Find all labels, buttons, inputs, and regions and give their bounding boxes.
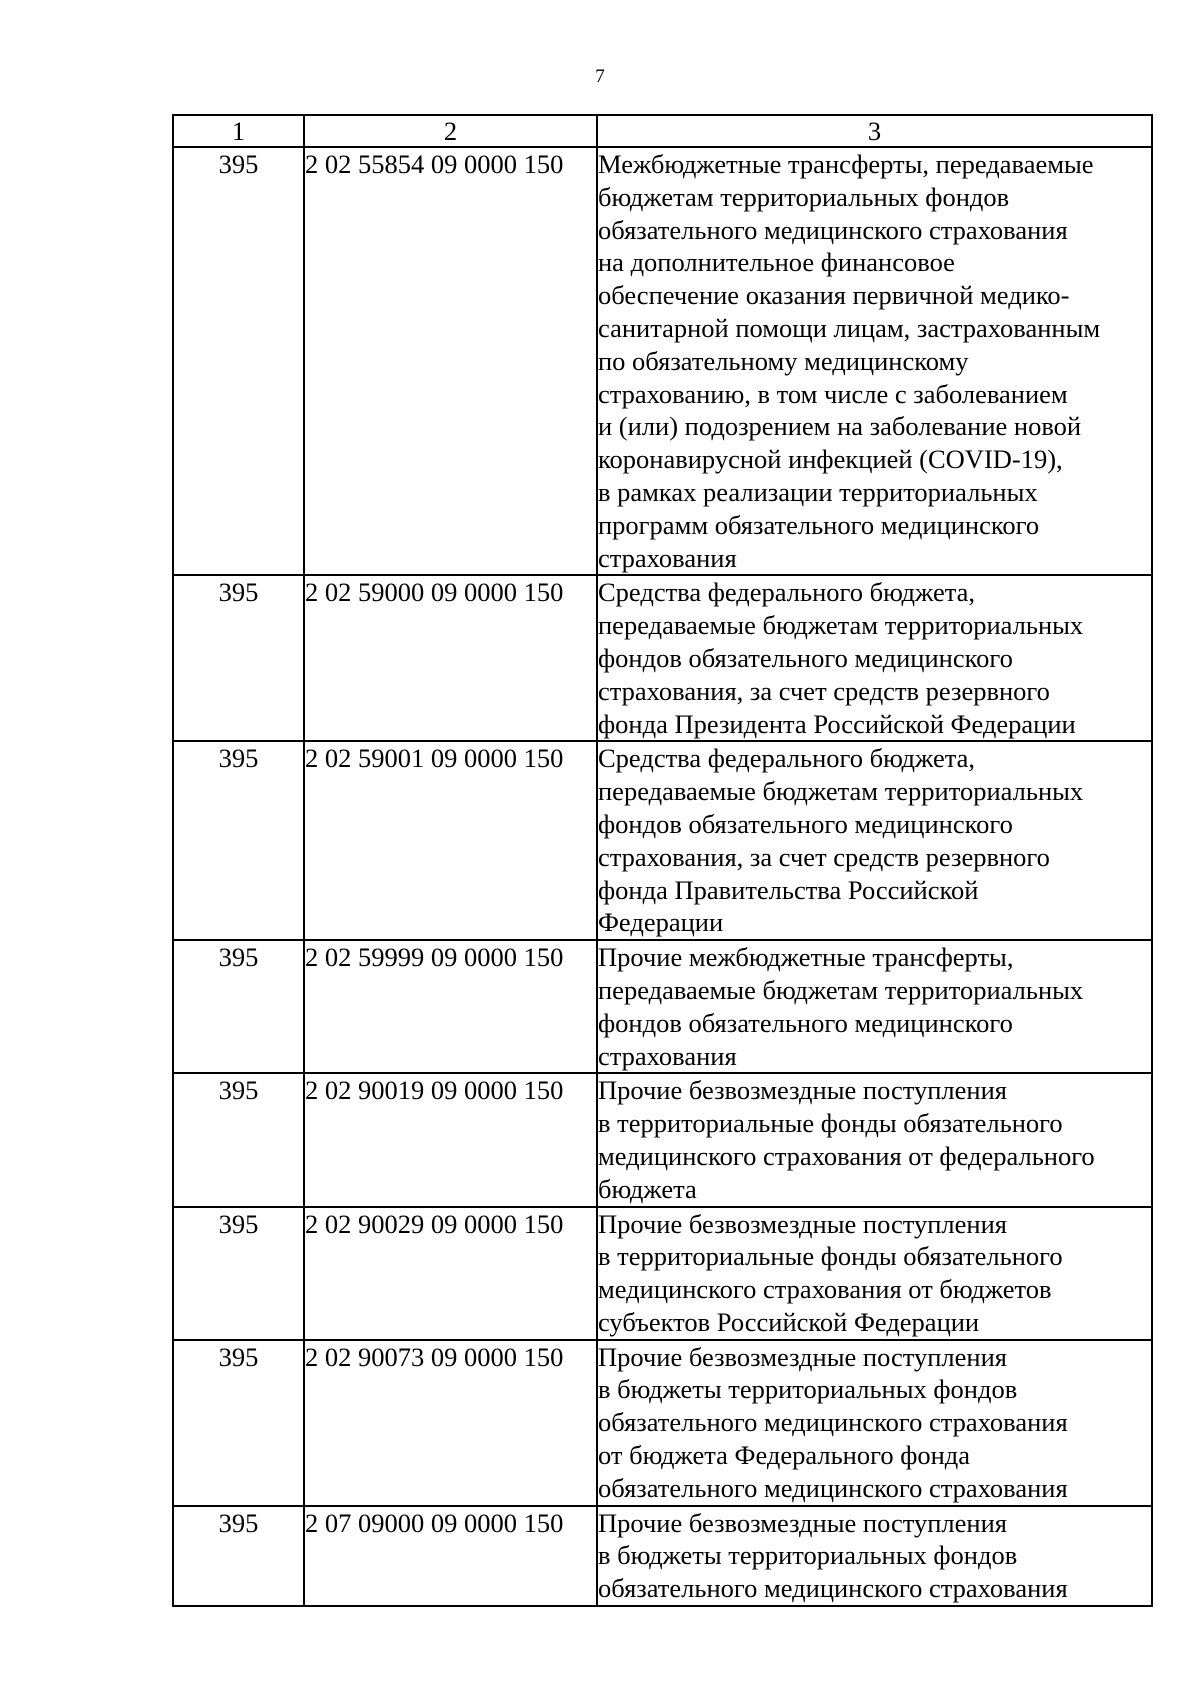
revenue-name-line: страхования, за счет средств резервного <box>598 841 1050 872</box>
revenue-name-line: обязательного медицинского страхования <box>598 1573 1068 1604</box>
revenue-name-line: обеспечение оказания первичной медико- <box>598 280 1070 311</box>
revenue-name-cell <box>597 1506 1152 1606</box>
revenue-name-line: Средства федерального бюджета, <box>598 577 976 608</box>
revenue-name-cell <box>597 1207 1152 1340</box>
revenue-name-line: на дополнительное финансовое <box>598 247 955 278</box>
revenue-name-line: страхования <box>598 1040 737 1071</box>
revenue-name-cell <box>597 575 1152 741</box>
revenue-name-line: в рамках реализации территориальных <box>598 476 1038 507</box>
table-body <box>173 147 1152 1606</box>
revenue-name-line: бюджетам территориальных фондов <box>598 181 1010 212</box>
budget-code-cell: 2 02 90029 09 0000 150 <box>304 1207 597 1340</box>
table-row <box>173 741 1152 940</box>
revenue-name-cell <box>597 1340 1152 1506</box>
table-row <box>173 1340 1152 1506</box>
table-row <box>173 1073 1152 1206</box>
revenue-name-line: передаваемые бюджетам территориальных <box>598 776 1084 807</box>
revenue-name-line: страхования <box>598 542 737 573</box>
budget-code-cell: 2 02 90019 09 0000 150 <box>304 1073 597 1206</box>
admin-code-cell: 395 <box>173 1506 304 1606</box>
revenue-name-line: Прочие межбюджетные трансферты, <box>598 942 1014 973</box>
budget-code-cell: 2 07 09000 09 0000 150 <box>304 1506 597 1606</box>
revenue-name-line: Федерации <box>598 907 724 938</box>
revenue-name-line: в территориальные фонды обязательного <box>598 1108 1063 1139</box>
revenue-name-cell <box>597 940 1152 1073</box>
revenue-name-cell <box>597 147 1152 575</box>
table-row <box>173 575 1152 741</box>
budget-code-cell: 2 02 59999 09 0000 150 <box>304 940 597 1073</box>
revenue-name-line: фонда Правительства Российской <box>598 874 979 905</box>
admin-code-cell: 395 <box>173 147 304 575</box>
revenue-name-cell <box>597 1073 1152 1206</box>
revenue-name-line: в бюджеты территориальных фондов <box>598 1540 1018 1571</box>
revenue-codes-table <box>172 114 1153 1607</box>
table-row <box>173 940 1152 1073</box>
revenue-name-line: фондов обязательного медицинского <box>598 1007 1013 1038</box>
table-header-row <box>173 115 1152 147</box>
table-row <box>173 1506 1152 1606</box>
column-header-2: 2 <box>304 115 597 147</box>
table-row <box>173 1207 1152 1340</box>
revenue-name-line: и (или) подозрением на заболевание новой <box>598 411 1082 442</box>
column-header-1: 1 <box>173 115 304 147</box>
budget-code-cell: 2 02 90073 09 0000 150 <box>304 1340 597 1506</box>
revenue-name-line: фондов обязательного медицинского <box>598 808 1013 839</box>
revenue-name-line: Прочие безвозмездные поступления <box>598 1341 1007 1372</box>
admin-code-cell: 395 <box>173 1073 304 1206</box>
budget-code-cell: 2 02 59000 09 0000 150 <box>304 575 597 741</box>
revenue-name-line: Межбюджетные трансферты, передаваемые <box>598 149 1094 179</box>
budget-code-cell: 2 02 55854 09 0000 150 <box>304 147 597 575</box>
page-number: 7 <box>595 66 605 87</box>
revenue-name-line: передаваемые бюджетам территориальных <box>598 610 1084 641</box>
revenue-name-line: обязательного медицинского страхования <box>598 1407 1068 1438</box>
revenue-name-line: в территориальные фонды обязательного <box>598 1241 1063 1272</box>
revenue-name-line: обязательного медицинского страхования <box>598 214 1068 245</box>
column-header-3: 3 <box>597 115 1152 147</box>
revenue-name-line: страхования, за счет средств резервного <box>598 675 1050 706</box>
revenue-name-line: Прочие безвозмездные поступления <box>598 1507 1007 1538</box>
revenue-name-line: Прочие безвозмездные поступления <box>598 1075 1007 1106</box>
revenue-name-line: субъектов Российской Федерации <box>598 1306 980 1337</box>
revenue-name-line: обязательного медицинского страхования <box>598 1472 1068 1503</box>
admin-code-cell: 395 <box>173 940 304 1073</box>
revenue-name-line: передаваемые бюджетам территориальных <box>598 974 1084 1005</box>
revenue-name-line: бюджета <box>598 1173 697 1204</box>
revenue-name-line: медицинского страхования от федерального <box>598 1140 1095 1171</box>
revenue-name-line: медицинского страхования от бюджетов <box>598 1274 1052 1305</box>
revenue-name-cell <box>597 741 1152 940</box>
admin-code-cell: 395 <box>173 1207 304 1340</box>
revenue-name-line: коронавирусной инфекцией (COVID-19), <box>598 444 1063 475</box>
table-row <box>173 147 1152 575</box>
revenue-name-line: Прочие безвозмездные поступления <box>598 1208 1007 1239</box>
admin-code-cell: 395 <box>173 1340 304 1506</box>
revenue-name-line: программ обязательного медицинского <box>598 509 1040 540</box>
revenue-name-line: санитарной помощи лицам, застрахованным <box>598 312 1101 343</box>
revenue-name-line: страхованию, в том числе с заболеванием <box>598 378 1068 409</box>
revenue-name-line: Средства федерального бюджета, <box>598 743 976 774</box>
revenue-name-line: от бюджета Федерального фонда <box>598 1440 971 1471</box>
revenue-name-line: фондов обязательного медицинского <box>598 642 1013 673</box>
revenue-name-line: фонда Президента Российской Федерации <box>598 708 1076 739</box>
revenue-name-line: в бюджеты территориальных фондов <box>598 1374 1018 1405</box>
revenue-name-line: по обязательному медицинскому <box>598 345 969 376</box>
admin-code-cell: 395 <box>173 741 304 940</box>
budget-code-cell: 2 02 59001 09 0000 150 <box>304 741 597 940</box>
admin-code-cell: 395 <box>173 575 304 741</box>
